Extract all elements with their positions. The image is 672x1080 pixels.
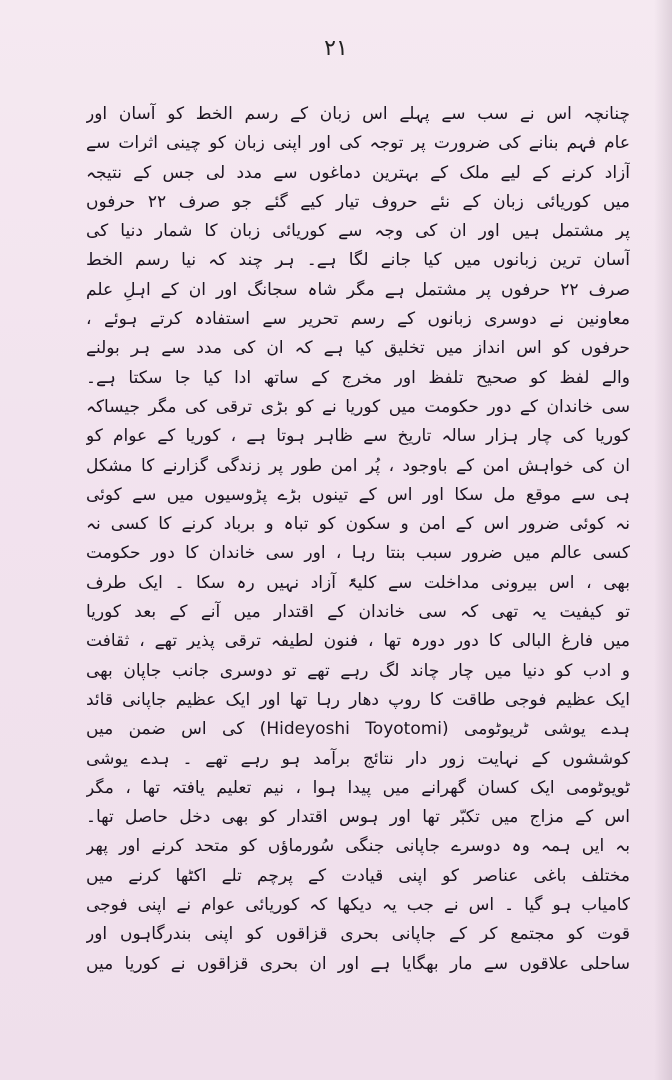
text-line: کوریا کی چار ہزار سالہ تاریخ سے ظاہر ہوتا ہے ، کوریا کے عوام کو [86, 426, 630, 447]
text-line: قوت کو مجتمع کر کے جاپانی بحری قزاقوں کو اپنی بندرگاہوں اور [86, 924, 630, 945]
text-line: آزاد کرنے کے لیے ملک کے بہترین دماغوں سے مدد لی جس کے نتیجہ [86, 162, 630, 183]
text-line: ایک عظیم فوجی طاقت کا روپ دھار رہا تھا اور ایک عظیم جاپانی قائد [86, 689, 630, 710]
body-text [86, 100, 630, 979]
page-number: ۲۱ [324, 36, 348, 61]
text-line: کامیاب ہو گیا ۔ اس نے جب یہ دیکھا کہ کوریائی عوام نے اپنی فوجی [86, 895, 630, 916]
text-line: ساحلی علاقوں سے مار بھگایا ہے اور ان بحری قزاقوں نے کوریا میں [86, 953, 630, 974]
text-line: میں کوریائی زبان کے نئے حروف تیار کیے گئے جو صرف ۲۲ حرفوں [86, 191, 630, 212]
text-line: سی خاندان کے دور حکومت میں کوریا نے کو بڑی ترقی کی مگر جیساکہ [86, 396, 630, 417]
text-line: بھی ، اس بیرونی مداخلت سے کلیۃً آزاد نہیں رہ سکا ۔ ایک طرف [86, 572, 630, 593]
text-line: و ادب کو دنیا میں چار چاند لگ رہے تھے تو دوسری جانب جاپان بھی [86, 660, 630, 681]
text-line: تو کیفیت یہ تھی کہ سی خاندان کے اقتدار میں آنے کے بعد کوریا [86, 602, 630, 623]
text-line: صرف ۲۲ حرفوں پر مشتمل ہے مگر شاہ سجانگ اور ان کے اہلِ علم [86, 279, 630, 300]
text-line: میں فارغ البالی کا دور دورہ تھا ، فنون لطیفہ ترقی پذیر تھے ، ثقافت [86, 631, 630, 652]
text-line: چنانچہ اس نے سب سے پہلے اس زبان کے رسم الخط کو آسان اور [86, 104, 630, 124]
text-line: ہی سے موقع مل سکا اور اس کے تینوں بڑے پڑوسیوں میں سے کوئی [86, 484, 630, 505]
text-line: ان کی خواہش امن کے باوجود ، پُر امن طور پر زندگی گزارنے کا مشکل [86, 455, 630, 476]
text-line: ٹویوٹومی ایک کسان گھرانے میں پیدا ہوا ، نیم تعلیم یافتہ تھا ، مگر [86, 777, 630, 798]
text-line: معاونین نے دوسری زبانوں کے رسم تحریر سے استفادہ کرتے ہوئے ، [86, 309, 630, 330]
text-line: آسان ترین زبانوں میں کیا جانے لگا ہے۔ ہر چند کہ نیا رسم الخط [86, 250, 630, 271]
text-line: کوششوں کے نہایت زور دار نتائج برآمد ہو رہے تھے ۔ ہدے یوشی [86, 748, 630, 769]
text-line: ہدے یوشی ٹریوٹومی (Hideyoshi Toyotomi) کی اس ضمن میں [86, 719, 630, 740]
text-line: نہ کوئی ضرور اس کے امن و سکون کو تباہ و برباد کرنے کا کسی نہ [86, 514, 630, 535]
text-line: پر مشتمل ہیں اور ان کی وجہ سے کوریائی زبان کا شمار دنیا کی [86, 221, 630, 242]
page-edge-shadow [654, 0, 672, 1080]
text-line: والے لفظ کو صحیح تلفظ اور مخرج کے ساتھ ادا کیا جا سکتا ہے۔ [86, 367, 630, 388]
text-line: حرفوں کو اس انداز میں تخلیق کیا ہے کہ ان کی مدد سے ہر بولنے [86, 338, 630, 359]
text-line: عام فہم بنانے کی ضرورت پر توجہ کی اور اپنی زبان کو چینی اثرات سے [86, 133, 630, 154]
text-line: کسی عالم میں ضرور سبب بنتا رہا ، اور سی خاندان کا دور حکومت [86, 543, 630, 564]
text-line: بہ ایں ہمہ وہ دوسرے جاپانی جنگی سُورماؤں کو متحد کرنے اور پھر [86, 836, 630, 857]
text-line: مختلف باغی عناصر کو اپنی قیادت کے پرچم تلے اکٹھا کرنے میں [86, 865, 630, 886]
text-line: اس کے مزاج میں تکبّر تھا اور ہوس اقتدار کو بھی دخل حاصل تھا۔ [86, 807, 630, 828]
